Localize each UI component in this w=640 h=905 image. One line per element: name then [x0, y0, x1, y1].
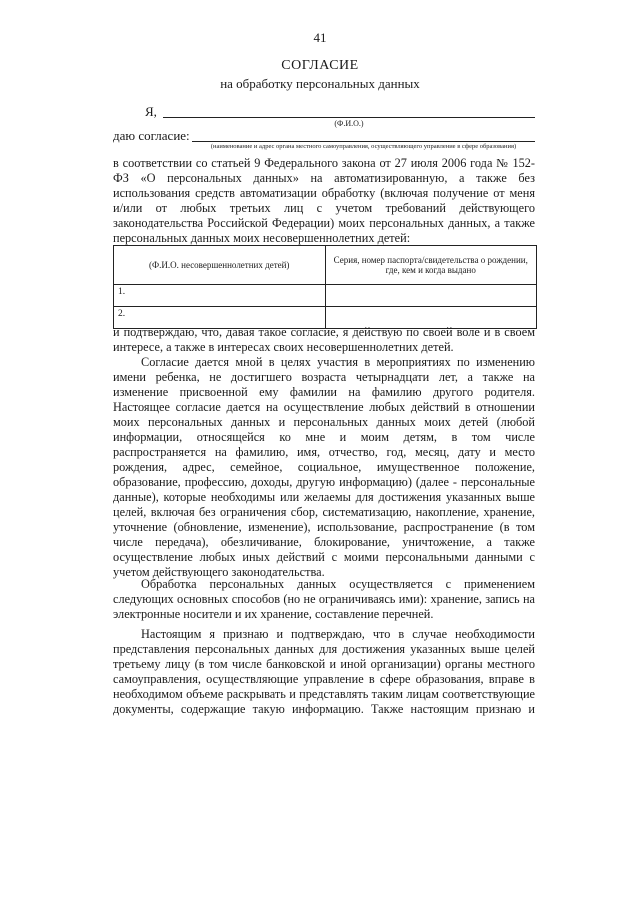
text-line: распространяется на фамилию, имя, отчество, год, месяц, дату и место — [113, 445, 535, 459]
fio-caption: (Ф.И.О.) — [334, 119, 364, 128]
text-line: персональных данных моих несовершеннолетних детей: — [113, 231, 411, 245]
text-line: необходимом объеме раскрывать и представлять таким лицам соответствующие — [113, 687, 535, 701]
text-line: интересе, а также в интересах своих несовершеннолетних детей. — [113, 340, 454, 354]
document-title: СОГЛАСИЕ — [281, 58, 359, 73]
text-line: информации, относящейся ко мне и моим детям, в том числе — [113, 430, 535, 444]
text-line: следующих основных способов (но не ограничиваясь ими): хранение, запись на — [113, 592, 535, 606]
text-line: данные), которые необходимы или желаемы для достижения указанных выше — [113, 490, 535, 504]
fio-blank-line — [163, 117, 535, 118]
consent-label: даю согласие: — [113, 128, 190, 143]
table-header-cell: (Ф.И.О. несовершеннолетних детей) — [114, 246, 326, 285]
table-cell-num: 1. — [114, 285, 326, 307]
text-line: целей, включая без ограничения сбор, систематизацию, накопление, хранение, — [113, 505, 535, 519]
ya-label: Я, — [145, 104, 157, 119]
text-line: самоуправления, осуществляющие управление в сфере образования, вправе в — [113, 672, 535, 686]
text-line: Согласие дается мной в целях участия в мероприятиях по изменению — [141, 355, 535, 369]
table-header-row — [114, 246, 537, 285]
text-line: рождения, адрес, семейное, социальное, имущественное положение, — [113, 460, 535, 474]
table-cell-num: 2. — [114, 307, 326, 329]
children-table — [113, 245, 537, 329]
recognition-paragraph — [113, 627, 535, 717]
text-line: использования средств автоматизации обработку (включая получение от меня — [113, 186, 535, 200]
text-line: уточнение (обновление, изменение), использование, распространение (в том — [113, 520, 535, 534]
page-number: 41 — [313, 30, 327, 45]
text-line: третьему лицу (в том числе банковской и иной организации) органы местного — [113, 657, 535, 671]
text-line: Настоящим я признаю и подтверждаю, что в случае необходимости — [141, 627, 535, 641]
text-line: числе передача), обезличивание, блокирование, уничтожение, а также — [113, 535, 535, 549]
text-line: осуществление любых иных действий с моими персональными данными с — [113, 550, 535, 564]
intro-paragraph — [113, 156, 535, 246]
text-line: и подтверждаю, что, давая такое согласие, я действую по своей воле и в своем — [113, 325, 535, 339]
text-line: электронные носители и их хранение, составление перечней. — [113, 607, 434, 621]
text-line: в соответствии со статьей 9 Федерального закона от 27 июля 2006 года № 152- — [113, 156, 535, 170]
org-caption: (наименование и адрес органа местного самоуправления, осуществляющего управление в сфере образования) — [210, 143, 517, 150]
processing-paragraph — [113, 577, 535, 622]
text-line: Обработка персональных данных осуществляется с применением — [141, 577, 535, 591]
text-line: моих персональных данных и персональных данных моих детей (любой — [113, 415, 535, 429]
text-line: Настоящее согласие дается на осуществление любых действий в отношении — [113, 400, 535, 414]
org-blank-line — [192, 141, 535, 142]
text-line: учетом действующего законодательства. — [113, 565, 325, 579]
table-row — [114, 285, 537, 307]
text-line: имени ребенка, не достигшего возраста четырнадцати лет, а также на — [113, 370, 535, 384]
purpose-paragraph — [113, 355, 535, 580]
confirm-paragraph — [113, 325, 535, 355]
text-line: законодательства Российской Федерации) моих персональных данных, а также — [113, 216, 535, 230]
text-line: и/или от любых третьих лиц с учетом требований действующего — [113, 201, 535, 215]
text-line: представления персональных данных для достижения указанных выше целей — [113, 642, 535, 656]
document-subtitle: на обработку персональных данных — [220, 76, 420, 91]
text-line: ФЗ «О персональных данных» на автоматизированную, а также без — [113, 171, 535, 185]
text-line: изменение присвоенной ему фамилии на фамилию другого родителя. — [113, 385, 535, 399]
text-line: документы, содержащие такую информацию. Также настоящим признаю и — [113, 702, 535, 716]
table-header-cell: Серия, номер паспорта/свидетельства о рождении, где, кем и когда выдано — [325, 246, 537, 285]
table-cell-value — [325, 285, 537, 307]
text-line: образование, профессию, доходы, другую информацию) (далее - персональные — [113, 475, 535, 489]
